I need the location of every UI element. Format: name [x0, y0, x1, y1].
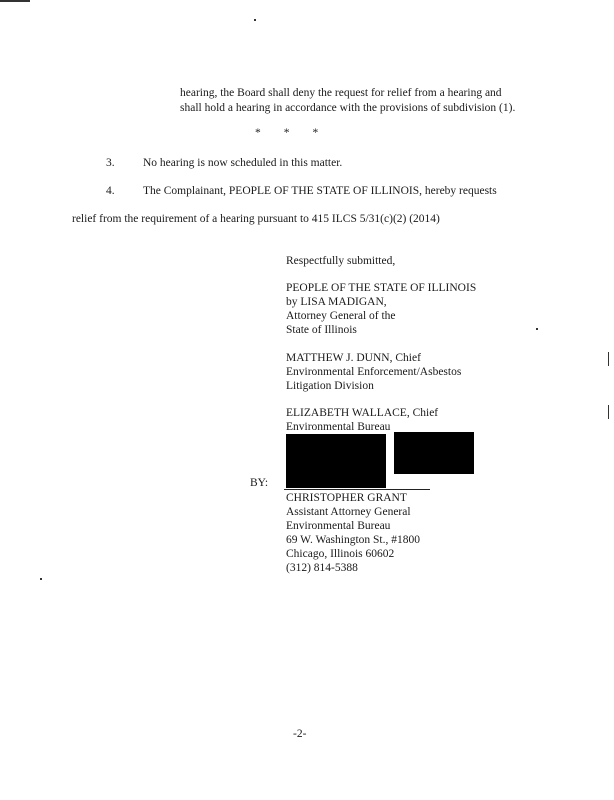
quote-line-1: hearing, the Board shall deny the request for relief from a hearing and [180, 87, 502, 99]
para-4-number: 4. [106, 185, 115, 197]
scan-mark-left [40, 578, 42, 580]
scan-mark-right-3 [536, 328, 538, 330]
para-3-number: 3. [106, 157, 115, 169]
scan-mark-right-1 [608, 352, 609, 366]
address-line-2: Chicago, Illinois 60602 [286, 548, 395, 560]
scan-mark-right-2 [608, 405, 609, 419]
para-3-text: No hearing is now scheduled in this matter. [143, 157, 343, 169]
page-number: -2- [293, 728, 307, 740]
scan-mark-top [254, 19, 256, 21]
para-4-text-line-2: relief from the requirement of a hearing pursuant to 415 ILCS 5/31(c)(2) (2014) [72, 213, 440, 225]
chief-2-name: ELIZABETH WALLACE, Chief [286, 407, 439, 419]
scan-mark-top-left [0, 0, 30, 2]
party-title-1: Attorney General of the [286, 310, 396, 322]
chief-1-name: MATTHEW J. DUNN, Chief [286, 352, 421, 364]
para-4-text-line-1: The Complainant, PEOPLE OF THE STATE OF ILLINOIS, hereby requests [143, 185, 497, 197]
phone-number: (312) 814-5388 [286, 562, 358, 574]
party-title-2: State of Illinois [286, 324, 357, 336]
quote-line-2: shall hold a hearing in accordance with the provisions of subdivision (1). [180, 102, 516, 114]
redaction-box-left [286, 434, 386, 488]
signer-name: CHRISTOPHER GRANT [286, 492, 407, 504]
closing-salutation: Respectfully submitted, [286, 255, 396, 267]
chief-1-unit-2: Litigation Division [286, 380, 374, 392]
signer-unit: Environmental Bureau [286, 520, 391, 532]
chief-1-unit-1: Environmental Enforcement/Asbestos [286, 366, 462, 378]
address-line-1: 69 W. Washington St., #1800 [286, 534, 421, 546]
redaction-box-right [394, 432, 474, 474]
party-by: by LISA MADIGAN, [286, 296, 387, 308]
chief-2-unit: Environmental Bureau [286, 421, 391, 433]
by-label: BY: [250, 477, 269, 489]
signer-title: Assistant Attorney General [286, 506, 411, 518]
party-name: PEOPLE OF THE STATE OF ILLINOIS [286, 282, 477, 294]
ellipsis-stars: * * * [255, 127, 319, 139]
signature-line [284, 489, 430, 490]
